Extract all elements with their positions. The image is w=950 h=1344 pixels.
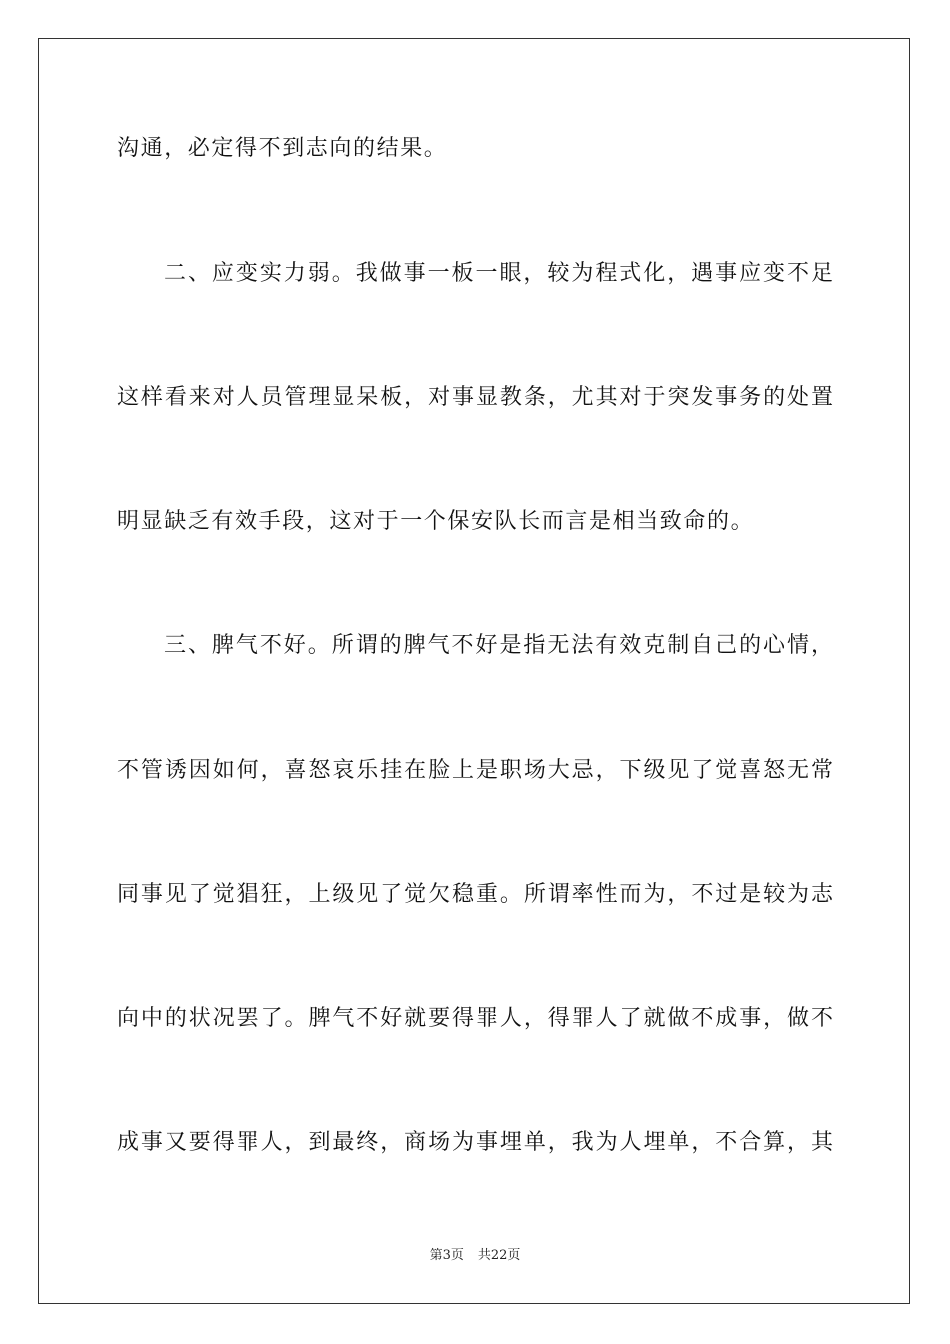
text-line: 同事见了觉猖狂，上级见了觉欠稳重。所谓率性而为，不过是较为志 — [117, 882, 833, 907]
page-border — [38, 38, 910, 1304]
page-total: 共22页 — [477, 1248, 521, 1263]
paragraph-start-line: 二、应变实力弱。我做事一板一眼，较为程式化，遇事应变不足 — [164, 261, 833, 286]
paragraph-start-line: 三、脾气不好。所谓的脾气不好是指无法有效克制自己的心情， — [164, 633, 833, 658]
text-line: 成事又要得罪人，到最终，商场为事埋单，我为人埋单，不合算，其 — [117, 1130, 833, 1155]
text-line: 沟通，必定得不到志向的结果。 — [117, 136, 448, 161]
text-line: 明显缺乏有效手段，这对于一个保安队长而言是相当致命的。 — [117, 509, 755, 534]
text-line: 这样看来对人员管理显呆板，对事显教条，尤其对于突发事务的处置 — [117, 385, 833, 410]
page-number: 第3页 — [429, 1248, 464, 1263]
text-line: 向中的状况罢了。脾气不好就要得罪人，得罪人了就做不成事，做不 — [117, 1006, 833, 1031]
page-footer — [0, 1247, 950, 1265]
text-line: 不管诱因如何，喜怒哀乐挂在脸上是职场大忌，下级见了觉喜怒无常 — [117, 758, 833, 783]
